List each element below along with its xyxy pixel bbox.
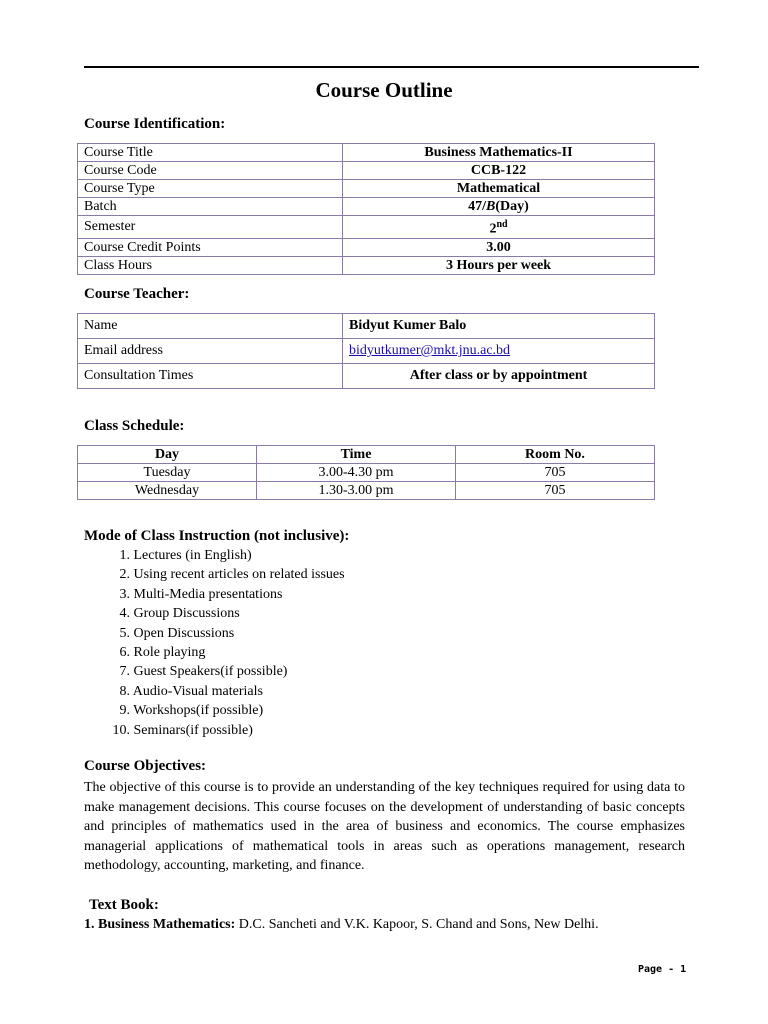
table-row [78,482,655,500]
table-row [78,238,655,256]
item-number: 6. [119,644,130,660]
table-row [78,464,655,482]
page-number: Page - 1 [638,964,687,975]
table-row [78,144,655,162]
row-label: Course Type [78,180,343,198]
textbook-title: 1. Business Mathematics: [84,917,236,932]
email-cell [343,339,655,364]
semester-suffix: nd [496,219,508,230]
table-header-row [78,446,655,464]
objectives-text: The objective of this course is to provide an understanding of the key techniques required for using data to make management decisions. This course focuses on the development of understanding of basic concepts and principles of mathematics used in the area of business and economics. The course emphasizes managerial applications of mathematical tools in areas such as operations management, research methodology, accounting, marketing, and finance. [84,780,685,874]
row-value: Mathematical [343,180,655,198]
top-rule [84,66,699,68]
list-item [100,546,345,565]
row-label: Course Title [78,144,343,162]
list-item [100,604,345,623]
row-value [343,216,655,239]
batch-number: 47/ [468,199,487,214]
item-number: 7. [119,664,130,680]
item-text: Using recent articles on related issues [133,567,345,583]
textbook-details: D.C. Sancheti and V.K. Kapoor, S. Chand and Sons, New Delhi. [235,917,599,932]
objectives-heading: Course Objectives: [84,758,207,774]
page-title: Course Outline [315,78,453,102]
item-number: 1. [119,548,130,563]
semester-number: 2 [489,221,497,237]
name-label: Name [78,314,343,339]
row-label: Course Credit Points [78,238,343,256]
item-text: Open Discussions [133,625,235,641]
row-label: Semester [78,216,343,239]
email-label: Email address [78,339,343,364]
list-item [100,662,345,681]
list-item [100,643,345,662]
row-value: CCB-122 [343,162,655,180]
identification-heading: Course Identification: [84,116,226,132]
item-number: 10. [112,722,130,738]
item-text: Role playing [133,644,206,660]
email-link[interactable]: bidyutkumer@mkt.jnu.ac.bd [349,343,511,358]
item-number: 3. [119,586,130,602]
item-text: Group Discussions [133,606,240,622]
table-row [78,162,655,180]
batch-shift: (Day) [495,199,529,214]
list-item [100,721,345,740]
identification-table [77,143,655,275]
schedule-heading: Class Schedule: [84,418,185,434]
item-text: Seminars(if possible) [133,722,253,738]
table-row [78,339,655,364]
room-cell: 705 [456,482,655,500]
teacher-heading: Course Teacher: [84,286,190,302]
column-header: Room No. [456,446,655,464]
textbook-entry [84,917,599,933]
row-value [343,198,655,216]
row-value: Business Mathematics-II [343,144,655,162]
room-cell: 705 [456,464,655,482]
time-cell: 3.00-4.30 pm [257,464,456,482]
row-value: 3 Hours per week [343,256,655,274]
list-item [100,565,345,584]
teacher-table [77,313,655,389]
list-item [100,682,345,701]
day-cell: Wednesday [78,482,257,500]
row-value: 3.00 [343,238,655,256]
batch-section: B [486,199,496,214]
item-number: 9. [119,703,130,719]
list-item [100,585,345,604]
table-row [78,216,655,239]
instruction-list [100,546,345,740]
table-row [78,198,655,216]
teacher-name: Bidyut Kumer Balo [343,314,655,339]
textbook-heading: Text Book: [89,897,159,913]
consultation-value: After class or by appointment [343,364,655,389]
item-number: 5. [119,625,130,641]
table-row [78,180,655,198]
item-number: 2. [119,567,130,583]
list-item [100,624,345,643]
table-row [78,256,655,274]
schedule-table [77,445,655,500]
item-number: 4. [119,606,130,622]
time-cell: 1.30-3.00 pm [257,482,456,500]
item-text: Lectures (in English) [133,548,252,563]
table-row [78,314,655,339]
row-label: Course Code [78,162,343,180]
day-cell: Tuesday [78,464,257,482]
column-header: Day [78,446,257,464]
item-text: Multi-Media presentations [133,586,283,602]
column-header: Time [257,446,456,464]
row-label: Batch [78,198,343,216]
item-text: Guest Speakers(if possible) [133,664,288,680]
list-item [100,701,345,720]
item-number: 8. [119,683,130,699]
consultation-label: Consultation Times [78,364,343,389]
table-row [78,364,655,389]
row-label: Class Hours [78,256,343,274]
item-text: Workshops(if possible) [133,703,264,719]
mode-heading: Mode of Class Instruction (not inclusive): [84,528,350,544]
item-text: Audio-Visual materials [132,683,263,699]
